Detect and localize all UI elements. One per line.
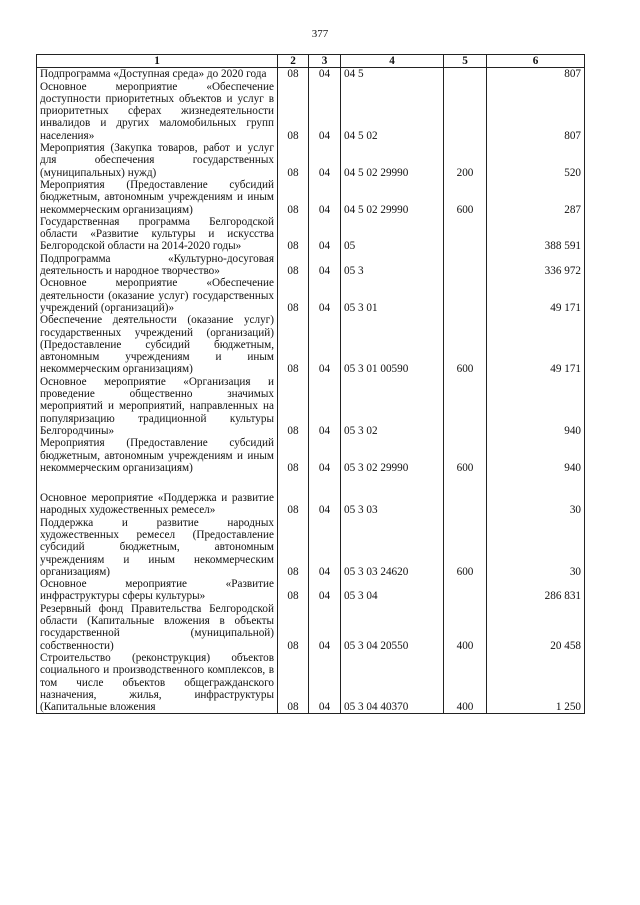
row-name-cell: Строительство (реконструкция) объектов социального и производственного комплексов, в том числе объектов общегражданского назначения, жилья, инфраструктуры (Капитальные вложения [37, 652, 278, 714]
row-expense-type-cell [444, 277, 487, 314]
row-target-article-cell: 04 5 02 [341, 81, 444, 142]
column-header: 3 [309, 55, 341, 68]
row-name-cell: Подпрограмма «Культурно-досуговая деятельность и народное творчество» [37, 253, 278, 278]
row-expense-type-cell [444, 81, 487, 142]
row-target-article-cell: 04 5 02 29990 [341, 179, 444, 216]
row-section-cell: 08 [278, 474, 309, 517]
table-row [37, 314, 585, 375]
row-section-cell: 08 [278, 68, 309, 81]
table-row [37, 253, 585, 278]
row-amount-cell: 49 171 [487, 277, 585, 314]
row-amount-cell: 49 171 [487, 314, 585, 375]
row-expense-type-cell: 600 [444, 179, 487, 216]
table-row [37, 603, 585, 652]
column-header: 6 [487, 55, 585, 68]
row-section-cell: 08 [278, 81, 309, 142]
budget-table [36, 54, 585, 714]
row-subsection-cell: 04 [309, 437, 341, 474]
row-expense-type-cell [444, 376, 487, 437]
row-target-article-cell: 05 [341, 216, 444, 253]
row-target-article-cell: 04 5 02 29990 [341, 142, 444, 179]
row-amount-cell: 807 [487, 68, 585, 81]
row-target-article-cell: 05 3 01 00590 [341, 314, 444, 375]
row-subsection-cell: 04 [309, 652, 341, 714]
table-row [37, 578, 585, 603]
row-expense-type-cell: 600 [444, 437, 487, 474]
column-header: 2 [278, 55, 309, 68]
row-target-article-cell: 05 3 02 29990 [341, 437, 444, 474]
row-subsection-cell: 04 [309, 578, 341, 603]
row-amount-cell: 30 [487, 474, 585, 517]
column-header: 1 [37, 55, 278, 68]
table-row [37, 517, 585, 578]
row-name-cell: Поддержка и развитие народных художественных ремесел (Предоставление субсидий бюджетным, автономным учреждениям и иным некоммерческим организациям) [37, 517, 278, 578]
row-section-cell: 08 [278, 517, 309, 578]
row-subsection-cell: 04 [309, 68, 341, 81]
row-amount-cell: 940 [487, 437, 585, 474]
table-row [37, 376, 585, 437]
table-row [37, 277, 585, 314]
row-subsection-cell: 04 [309, 517, 341, 578]
row-section-cell: 08 [278, 179, 309, 216]
row-amount-cell: 336 972 [487, 253, 585, 278]
row-expense-type-cell: 400 [444, 603, 487, 652]
table-row [37, 474, 585, 517]
row-amount-cell: 20 458 [487, 603, 585, 652]
row-section-cell: 08 [278, 578, 309, 603]
table-row [37, 68, 585, 81]
row-subsection-cell: 04 [309, 216, 341, 253]
row-expense-type-cell [444, 253, 487, 278]
table-body [37, 68, 585, 714]
row-amount-cell: 520 [487, 142, 585, 179]
row-subsection-cell: 04 [309, 474, 341, 517]
row-target-article-cell: 05 3 02 [341, 376, 444, 437]
column-header: 4 [341, 55, 444, 68]
row-subsection-cell: 04 [309, 277, 341, 314]
row-name-cell: Мероприятия (Закупка товаров, работ и услуг для обеспечения государственных (муниципальных) нужд) [37, 142, 278, 179]
row-target-article-cell: 05 3 01 [341, 277, 444, 314]
row-amount-cell: 807 [487, 81, 585, 142]
row-section-cell: 08 [278, 376, 309, 437]
row-subsection-cell: 04 [309, 376, 341, 437]
row-section-cell: 08 [278, 142, 309, 179]
row-name-cell: Мероприятия (Предоставление субсидий бюджетным, автономным учреждениям и иным некоммерческим организациям) [37, 179, 278, 216]
row-target-article-cell: 05 3 03 24620 [341, 517, 444, 578]
table-row [37, 437, 585, 474]
row-expense-type-cell: 200 [444, 142, 487, 179]
row-section-cell: 08 [278, 437, 309, 474]
row-section-cell: 08 [278, 216, 309, 253]
row-expense-type-cell [444, 216, 487, 253]
row-target-article-cell: 05 3 03 [341, 474, 444, 517]
row-subsection-cell: 04 [309, 179, 341, 216]
row-name-cell: Обеспечение деятельности (оказание услуг) государственных учреждений (организаций) (Предоставление субсидий бюджетным, автономным учреждениям и иным некоммерческим организациям) [37, 314, 278, 375]
row-amount-cell: 388 591 [487, 216, 585, 253]
row-subsection-cell: 04 [309, 142, 341, 179]
row-name-cell: Резервный фонд Правительства Белгородской области (Капитальные вложения в объекты государственной (муниципальной) собственности) [37, 603, 278, 652]
row-subsection-cell: 04 [309, 253, 341, 278]
row-name-cell: Государственная программа Белгородской области «Развитие культуры и искусства Белгородской области на 2014-2020 годы» [37, 216, 278, 253]
row-name-cell: Основное мероприятие «Развитие инфраструктуры сферы культуры» [37, 578, 278, 603]
row-target-article-cell: 05 3 04 40370 [341, 652, 444, 714]
table-row [37, 81, 585, 142]
row-subsection-cell: 04 [309, 314, 341, 375]
row-target-article-cell: 05 3 [341, 253, 444, 278]
row-amount-cell: 30 [487, 517, 585, 578]
table-row [37, 216, 585, 253]
column-header: 5 [444, 55, 487, 68]
row-subsection-cell: 04 [309, 81, 341, 142]
row-expense-type-cell: 400 [444, 652, 487, 714]
row-name-cell: Мероприятия (Предоставление субсидий бюджетным, автономным учреждениям и иным некоммерческим организациям) [37, 437, 278, 474]
row-target-article-cell: 05 3 04 [341, 578, 444, 603]
row-section-cell: 08 [278, 652, 309, 714]
row-target-article-cell: 05 3 04 20550 [341, 603, 444, 652]
row-name-cell: Основное мероприятие «Обеспечение доступности приоритетных объектов и услуг в приоритетных сферах жизнедеятельности инвалидов и других маломобильных групп населения» [37, 81, 278, 142]
row-subsection-cell: 04 [309, 603, 341, 652]
row-section-cell: 08 [278, 253, 309, 278]
row-expense-type-cell: 600 [444, 314, 487, 375]
table-row [37, 142, 585, 179]
row-expense-type-cell: 600 [444, 517, 487, 578]
row-amount-cell: 940 [487, 376, 585, 437]
row-target-article-cell: 04 5 [341, 68, 444, 81]
row-amount-cell: 286 831 [487, 578, 585, 603]
table-row [37, 652, 585, 714]
table-row [37, 179, 585, 216]
row-expense-type-cell [444, 68, 487, 81]
row-amount-cell: 1 250 [487, 652, 585, 714]
row-amount-cell: 287 [487, 179, 585, 216]
row-expense-type-cell [444, 578, 487, 603]
row-section-cell: 08 [278, 603, 309, 652]
row-expense-type-cell [444, 474, 487, 517]
row-section-cell: 08 [278, 277, 309, 314]
row-section-cell: 08 [278, 314, 309, 375]
row-name-cell: Подпрограмма «Доступная среда» до 2020 года [37, 68, 278, 81]
table-header-row [37, 55, 585, 68]
row-name-cell: Основное мероприятие «Поддержка и развитие народных художественных ремесел» [37, 474, 278, 517]
page-number: 377 [311, 28, 329, 40]
row-name-cell: Основное мероприятие «Организация и проведение общественно значимых мероприятий и мероприятий, направленных на популяризацию традиционной культуры Белгородчины» [37, 376, 278, 437]
row-name-cell: Основное мероприятие «Обеспечение деятельности (оказание услуг) государственных учреждений (организаций)» [37, 277, 278, 314]
